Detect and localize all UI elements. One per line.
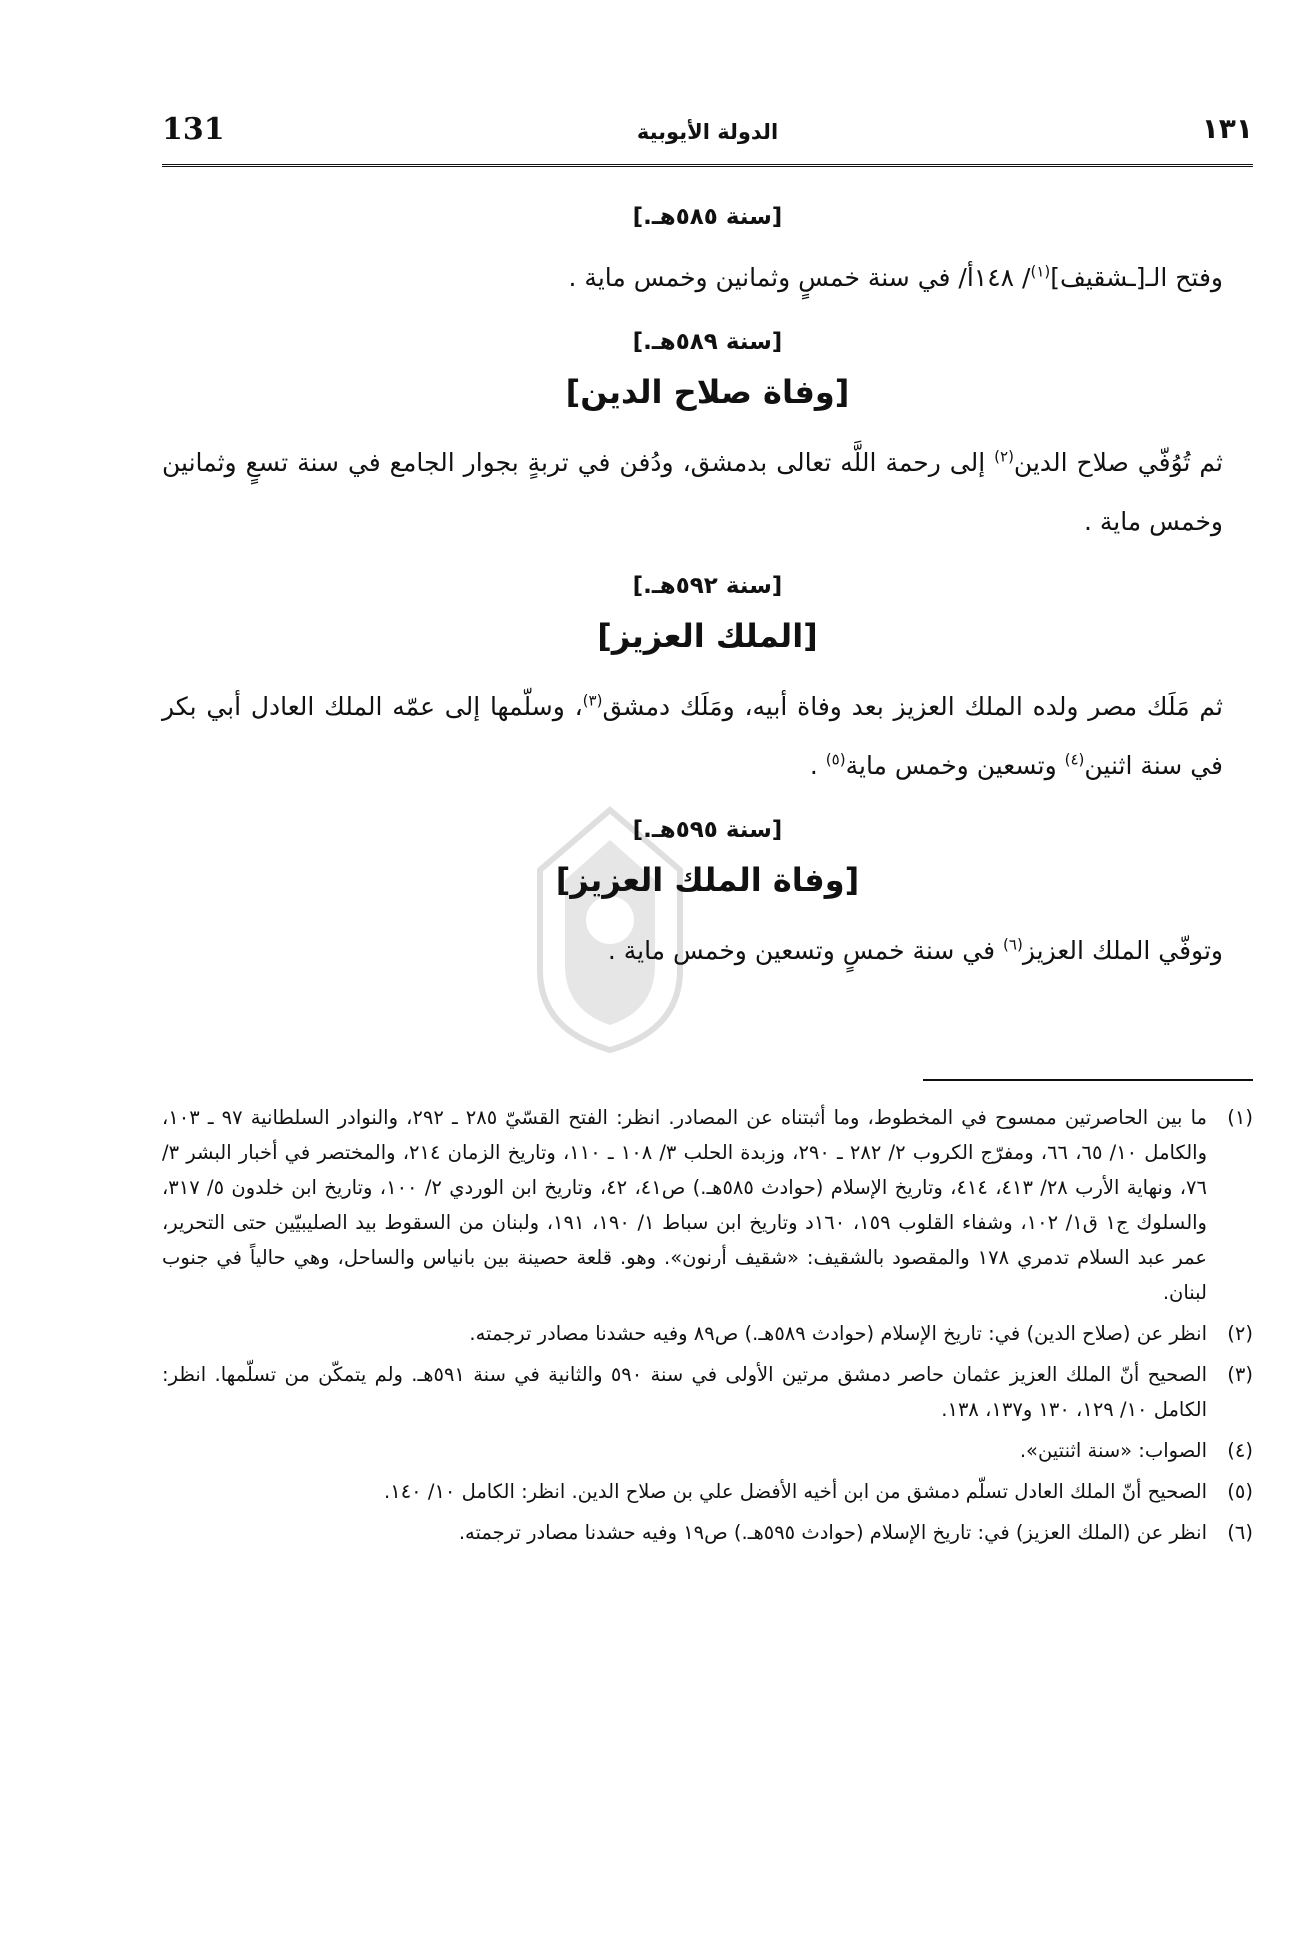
section-heading: [الملك العزيز] <box>597 617 818 655</box>
footnote-label: (٤) <box>1227 1439 1253 1462</box>
year-marker: [سنة ٥٨٥هـ.] <box>632 204 783 230</box>
page-number-arabic: ١٣١ <box>1201 112 1253 145</box>
footnote-text: انظر عن (صلاح الدين) في: تاريخ الإسلام (حوادث ٥٨٩هـ.) ص٨٩ وفيه حشدنا مصادر ترجمته. <box>469 1322 1207 1345</box>
footnote <box>162 1357 1253 1427</box>
footnote-label: (٥) <box>1227 1480 1253 1503</box>
footnotes <box>162 1100 1253 1556</box>
footnote-label: (٦) <box>1227 1521 1253 1544</box>
section-heading: [وفاة الملك العزيز] <box>555 861 860 899</box>
footnote-separator <box>923 1079 1253 1081</box>
body-paragraph: وفتح الـ[ـشقيف]$^{(١)}$/ ١٤٨أ/ في سنة خمسٍ وثمانين وخمس ماية . <box>568 262 1223 292</box>
main-text <box>162 190 1253 1002</box>
body-paragraph: وتوفّي الملك العزيز$^{(٦)}$ في سنة خمسٍ وتسعين وخمس ماية . <box>607 935 1223 965</box>
running-title: الدولة الأيوبية <box>636 120 779 144</box>
footnote <box>162 1316 1253 1351</box>
footnote-text: انظر عن (الملك العزيز) في: تاريخ الإسلام (حوادث ٥٩٥هـ.) ص١٩ وفيه حشدنا مصادر ترجمته. <box>458 1521 1207 1544</box>
footnote <box>162 1433 1253 1468</box>
footnote-label: (٢) <box>1227 1322 1253 1345</box>
page-number-latin: 131 <box>162 112 225 147</box>
footnote-text: الصحيح أنّ الملك العادل تسلّم دمشق من ابن أخيه الأفضل علي بن صلاح الدين. انظر: الكامل ١٠/ ١٤٠. <box>384 1480 1207 1503</box>
year-marker: [سنة ٥٨٩هـ.] <box>632 329 783 355</box>
footnote-label: (١) <box>1227 1106 1253 1129</box>
footnote <box>162 1474 1253 1509</box>
footnote-text: الصواب: «سنة اثنتين». <box>1019 1439 1207 1462</box>
footnote-text: ما بين الحاصرتين ممسوح في المخطوط، وما أثبتناه عن المصادر. انظر: الفتح القسّيّ ٢٨٥ ـ ٢٩٢، والنوادر السلطانية ٩٧ ـ ١٠٣، والكامل ١٠/ ٦٥، ٦٦، ومفرّج الكروب ٢/ ٢٨٢ ـ ٢٩٠، وزبدة الحلب ٣/ ١٠٨ ـ ١١٠، وتاريخ الزمان ٢١٤، والمختصر في أخبار البشر ٣/ ٧٦، ونهاية الأرب ٢٨/ ٤١٣، ٤١٤، وتاريخ الإسلام (حوادث ٥٨٥هـ.) ص٤١، ٤٢، وتاريخ ابن الوردي ٢/ ١٠٠، وتاريخ ابن خلدون ٥/ ٣١٧، والسلوك ج١ ق١/ ١٠٢، وشفاء القلوب ١٥٩، ١٦٠د وتاريخ ابن سباط ١/ ١٩٠، ١٩١، ولبنان من السقوط بيد الصليبيّين حتى التحرير، عمر عبد السلام تدمري ١٧٨ والمقصود بالشقيف: «شقيف أرنون». وهو. قلعة حصينة بين بانياس والساحل، وهي حالياً في جنوب لبنان. <box>162 1106 1208 1304</box>
year-marker: [سنة ٥٩٢هـ.] <box>632 573 783 599</box>
header-rule <box>162 164 1253 167</box>
section-heading: [وفاة صلاح الدين] <box>565 373 850 411</box>
footnote-text: الصحيح أنّ الملك العزيز عثمان حاصر دمشق مرتين الأولى في سنة ٥٩٠ والثانية في سنة ٥٩١هـ. ولم يتمكّن من تسلّمها. انظر: الكامل ١٠/ ١٢٩، ١٣٠ و١٣٧، ١٣٨. <box>162 1363 1207 1421</box>
year-marker: [سنة ٥٩٥هـ.] <box>632 817 783 843</box>
body-paragraph: ثم تُوُفّي صلاح الدين$^{(٢)}$ إلى رحمة اللَّه تعالى بدمشق، ودُفن في تربةٍ بجوار الجامع في سنة تسعٍ وثمانين وخمس ماية . <box>162 447 1223 536</box>
footnote <box>162 1515 1253 1550</box>
footnote-label: (٣) <box>1227 1363 1253 1386</box>
body-paragraph: ثم مَلَك مصر ولده الملك العزيز بعد وفاة أبيه، ومَلَك دمشق$^{(٣)}$، وسلّمها إلى عمّه الملك العادل أبي بكر في سنة اثنين$^{(٤)}$ وتسعين وخمس ماية$^{(٥)}$ . <box>162 691 1223 780</box>
page-header <box>162 112 1253 162</box>
footnote <box>162 1100 1253 1310</box>
